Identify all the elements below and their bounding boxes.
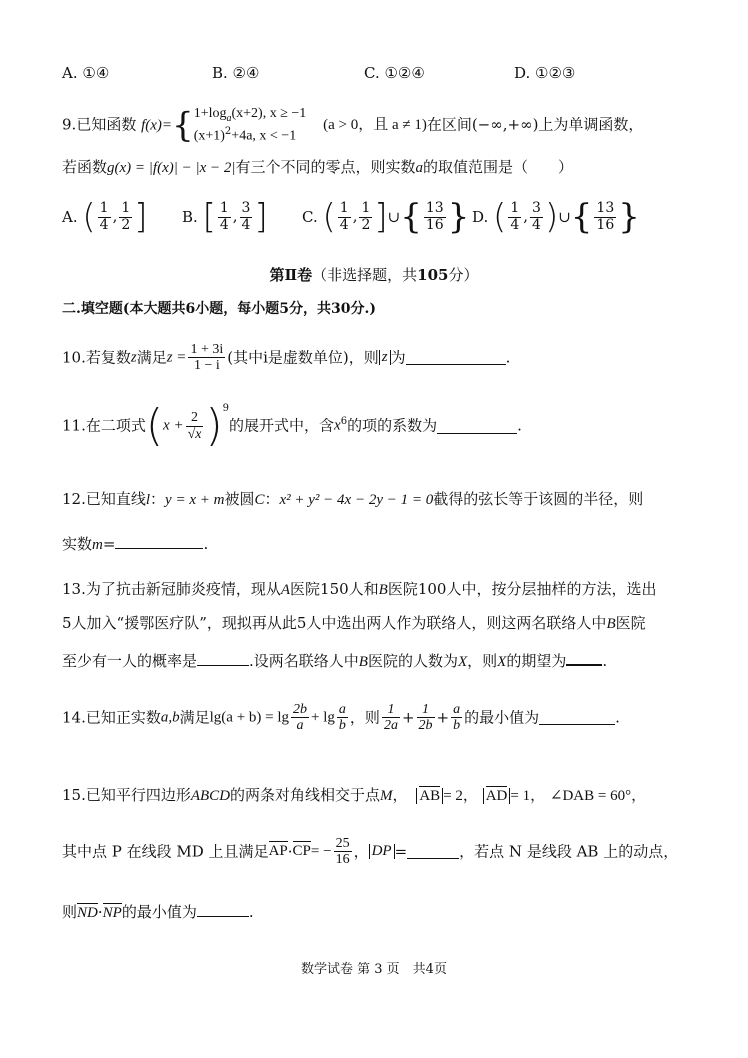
- q9-piece1: $1+\log_a(x+2)$, x ≥ −1: [193, 106, 307, 124]
- q15-blank1: [407, 844, 459, 859]
- q9-choice-a: A. ( $\frac{1}{4}$ , $\frac{1}{2}$ ]: [62, 197, 148, 237]
- section2-subtitle: 二.填空题(本大题共6小题，每小题5分，共30分.): [62, 301, 376, 317]
- q9-tail: 在区间(−∞,+∞)上为单调函数，: [426, 115, 644, 134]
- q8-choice-c: C. ①②④: [364, 64, 425, 82]
- section2-title: 第Ⅱ卷（非选择题，共105分）: [269, 266, 479, 284]
- q13-line2: 5人加入“援鄂医疗队”，现拟再从此5人中选出两人作为联络人，则这两名联络人中B医院: [62, 614, 646, 632]
- q9-brace: {: [172, 105, 194, 146]
- q15-line1: 15.已知平行四边形ABCD的两条对角线相交于点M， AB = 2， AD = 1， ∠DAB = 60°，: [62, 786, 647, 804]
- q9-prefix: 已知函数: [76, 115, 137, 134]
- q9-choice-b: B. [ $\frac{1}{4}$ , $\frac{3}{4}$ ]: [182, 197, 268, 237]
- q9-number: 9.: [62, 115, 77, 134]
- q10-blank: [406, 350, 506, 365]
- q12-line1: 12.已知直线l：y = x + m被圆C：x² + y² − 4x − 2y − 1 = 0截得的弦长等于该圆的半径，则: [62, 490, 644, 508]
- q14: 14.已知正实数a,b满足lg(a + b) = lg $\frac{2b}{a}$ + lg $\frac{a}{b}$ ，则 $\frac{1}{2a}$ + $\frac{1}{2b}$ + $\frac{a}{b}$ 的最小值为 .: [62, 702, 620, 734]
- q9-func: f(x)=: [141, 117, 173, 134]
- q9-choices: [62, 197, 712, 244]
- q13-blank2: [566, 650, 602, 666]
- q9-choice-d: D. ( $\frac{1}{4}$ , $\frac{3}{4}$ )∪{ $\frac{13}{16}$ }: [472, 197, 640, 237]
- q9-g: g(x) = |f(x)| − |x − 2|: [107, 160, 236, 176]
- q15-line3: 则ND·NP的最小值为 .: [62, 903, 254, 921]
- q8-choice-a: A. ①④: [62, 64, 110, 82]
- q13-line1: 13.为了抗击新冠肺炎疫情，现从A医院150人和B医院100人中，按分层抽样的方法，选出: [62, 580, 657, 598]
- q11: 11.在二项式(x + $\frac{2}{√x}$ )$^9$的展开式中，含$x^6$的项的系数为 .: [62, 400, 522, 451]
- q12-line2: 实数m= .: [62, 535, 209, 553]
- q9-piece2: $(x+1)^2+4a$, x < −1: [193, 126, 297, 144]
- q15-line2: 其中点 P 在线段 MD 上且满足AP·CP= − $\frac{25}{16}$ ， DP = ，若点 N 是线段 AB 上的动点，: [62, 836, 679, 868]
- q8-choice-b: B. ②④: [212, 64, 260, 82]
- q9-line2: 若函数g(x) = |f(x)| − |x − 2|有三个不同的零点，则实数a的取值范围是（ ）: [62, 158, 574, 176]
- q9-choice-c: C. ( $\frac{1}{4}$ , $\frac{1}{2}$ ]∪{ $\frac{13}{16}$ }: [302, 197, 470, 237]
- page-footer: 数学试卷 第 3 页 共4页: [301, 962, 447, 977]
- q9-line1: [62, 104, 643, 147]
- q13-blank1: [197, 651, 249, 666]
- q13-line3: 至少有一人的概率是 .设两名联络人中B医院的人数为X，则X的期望为 .: [62, 652, 608, 670]
- q15-blank2: [197, 902, 249, 917]
- q9-cond: (a > 0，且 a ≠ 1): [323, 117, 427, 134]
- q12-blank: [115, 534, 203, 549]
- q14-blank: [539, 710, 615, 725]
- q11-blank: [437, 419, 517, 434]
- q8-choice-d: D. ①②③: [514, 64, 576, 82]
- q9-pieces: [194, 104, 307, 147]
- q10: 10.若复数z满足z = $\frac{1 + 3i}{1 - i}$ (其中i是虚数单位)，则 z 为 .: [62, 342, 511, 374]
